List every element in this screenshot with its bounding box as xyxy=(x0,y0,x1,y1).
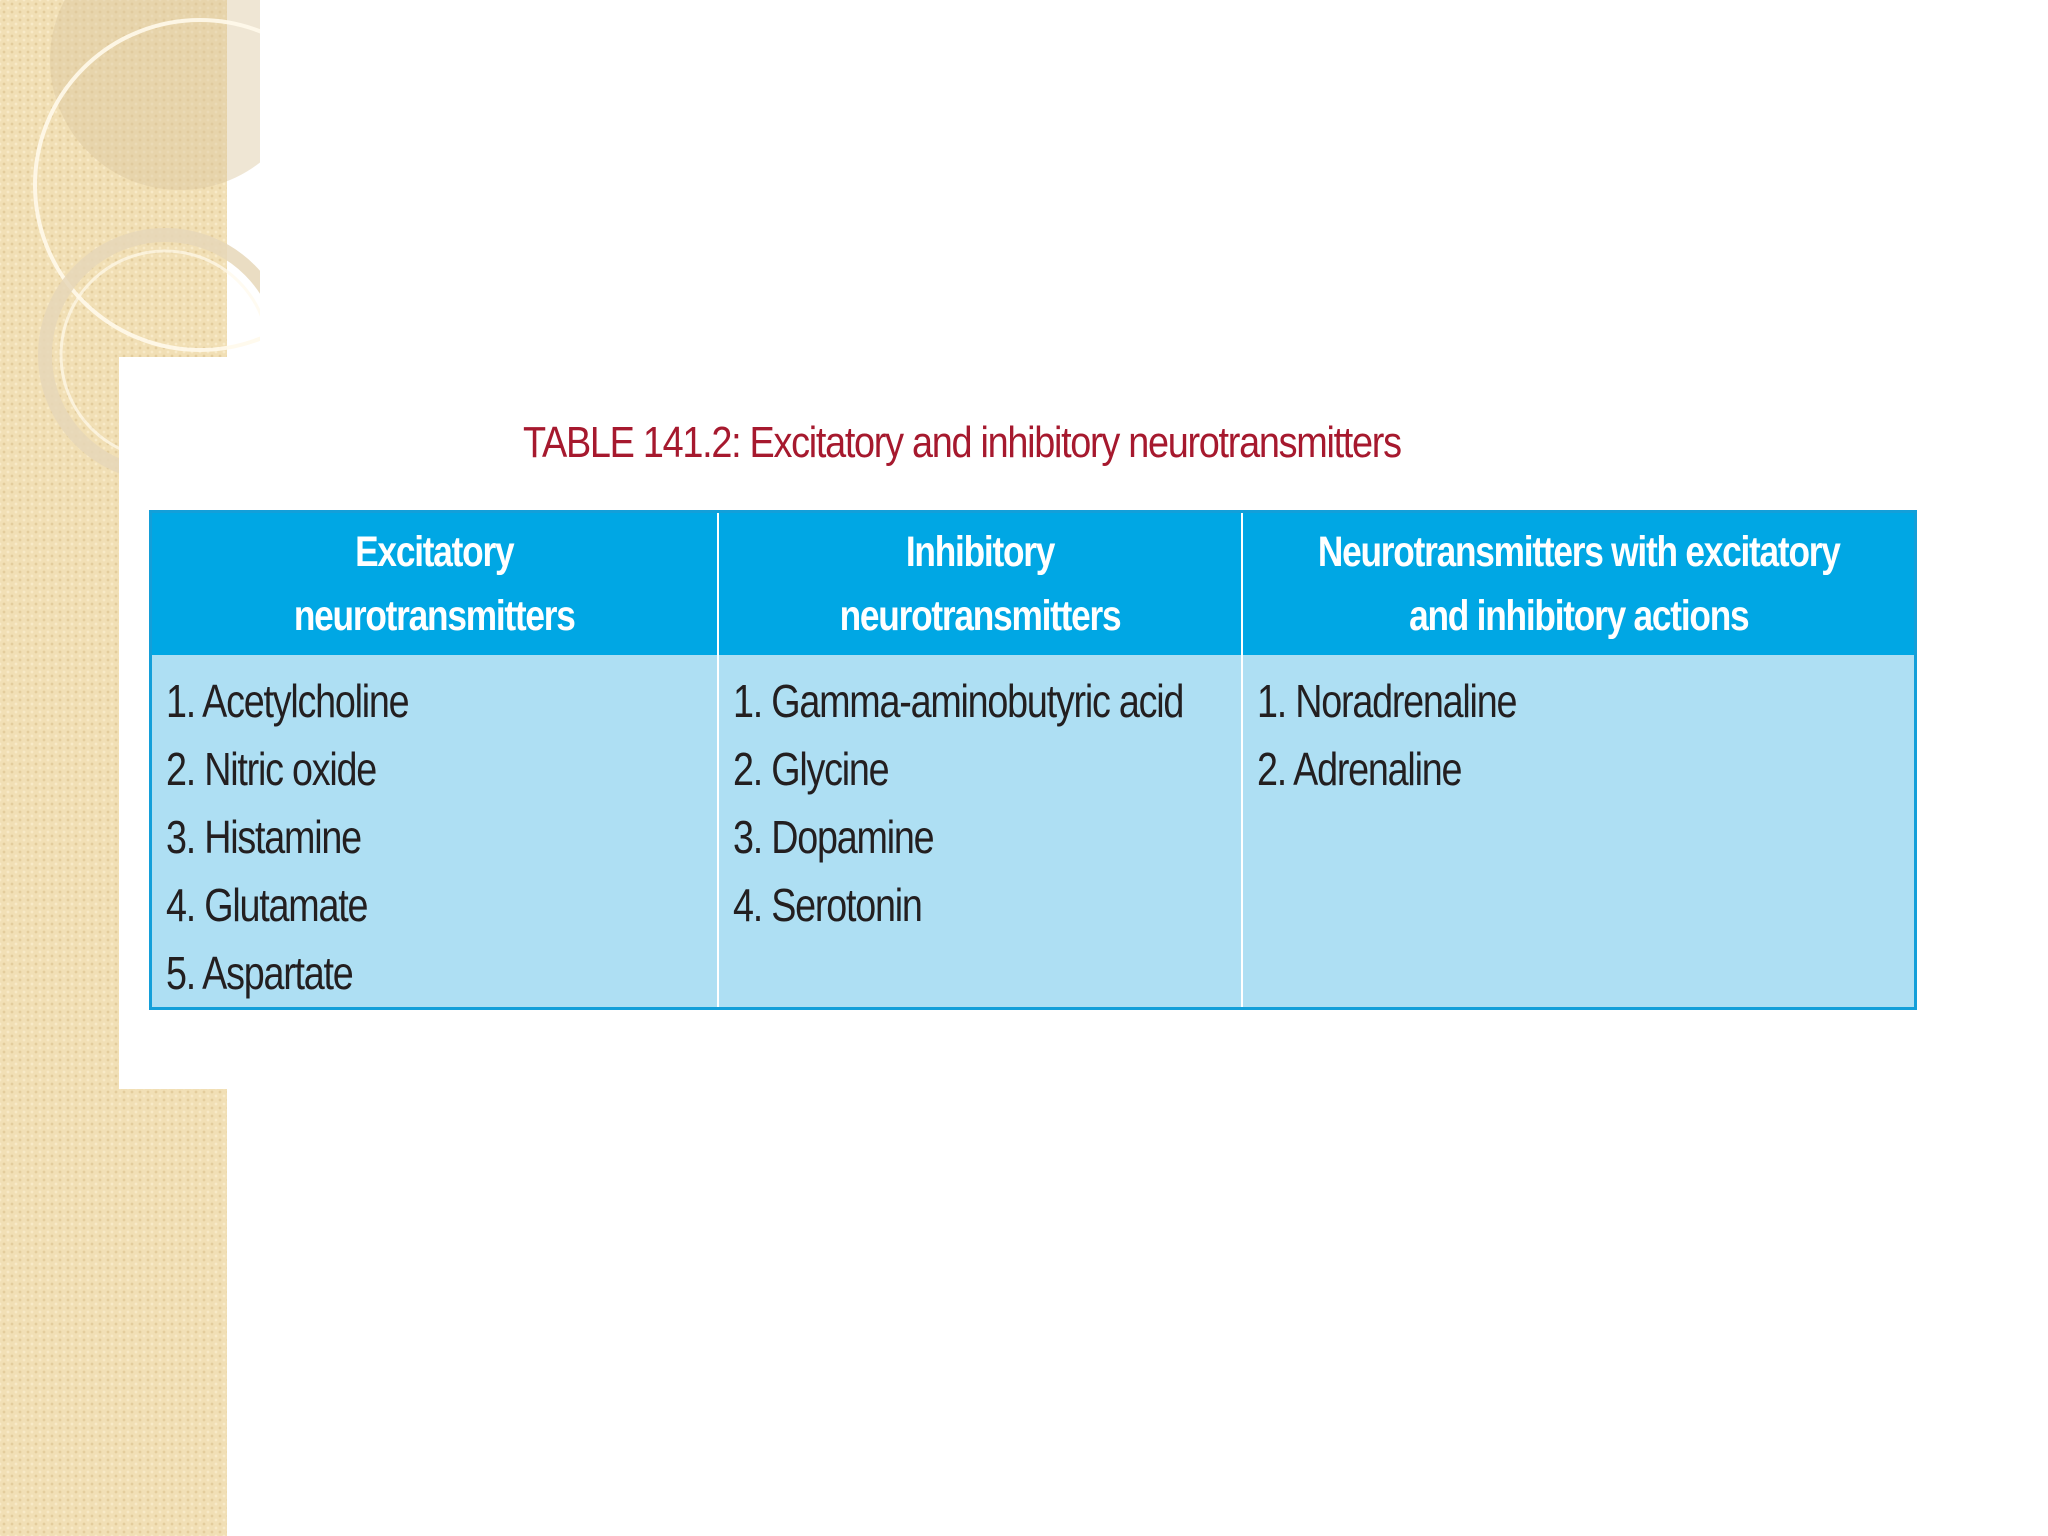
inhibitory-list xyxy=(733,667,1241,939)
header-inhibitory-label: Inhibitory neurotransmitters xyxy=(839,528,1120,640)
list-item: 4. Serotonin xyxy=(732,879,922,931)
list-item: 4. Glutamate xyxy=(166,879,368,931)
header-excitatory-label: Excitatory neurotransmitters xyxy=(293,528,575,640)
list-item: 1. Acetylcholine xyxy=(166,675,409,727)
list-item: 1. Noradrenaline xyxy=(1256,675,1516,727)
list-item: 3. Dopamine xyxy=(732,811,933,863)
cell-inhibitory xyxy=(718,655,1242,1009)
table-title: TABLE 141.2: Excitatory and inhibitory neurotransmitters xyxy=(523,418,1401,467)
header-excitatory xyxy=(151,512,718,656)
table-header-row xyxy=(151,512,1916,656)
list-item: 3. Histamine xyxy=(166,811,361,863)
cell-mixed xyxy=(1242,655,1916,1009)
table-body-row xyxy=(151,655,1916,1009)
list-item: 2. Nitric oxide xyxy=(166,743,377,795)
cell-excitatory xyxy=(151,655,718,1009)
excitatory-list xyxy=(166,667,717,1007)
list-item: 5. Aspartate xyxy=(166,947,353,999)
neurotransmitter-table xyxy=(149,510,1917,1010)
header-mixed xyxy=(1242,512,1916,656)
list-item: 2. Glycine xyxy=(732,743,888,795)
list-item: 2. Adrenaline xyxy=(1256,743,1461,795)
header-inhibitory xyxy=(718,512,1242,656)
header-mixed-label: Neurotransmitters with excitatory and inhibitory actions xyxy=(1317,528,1840,640)
list-item: 1. Gamma-aminobutyric acid xyxy=(732,675,1183,727)
mixed-list xyxy=(1257,667,1915,803)
